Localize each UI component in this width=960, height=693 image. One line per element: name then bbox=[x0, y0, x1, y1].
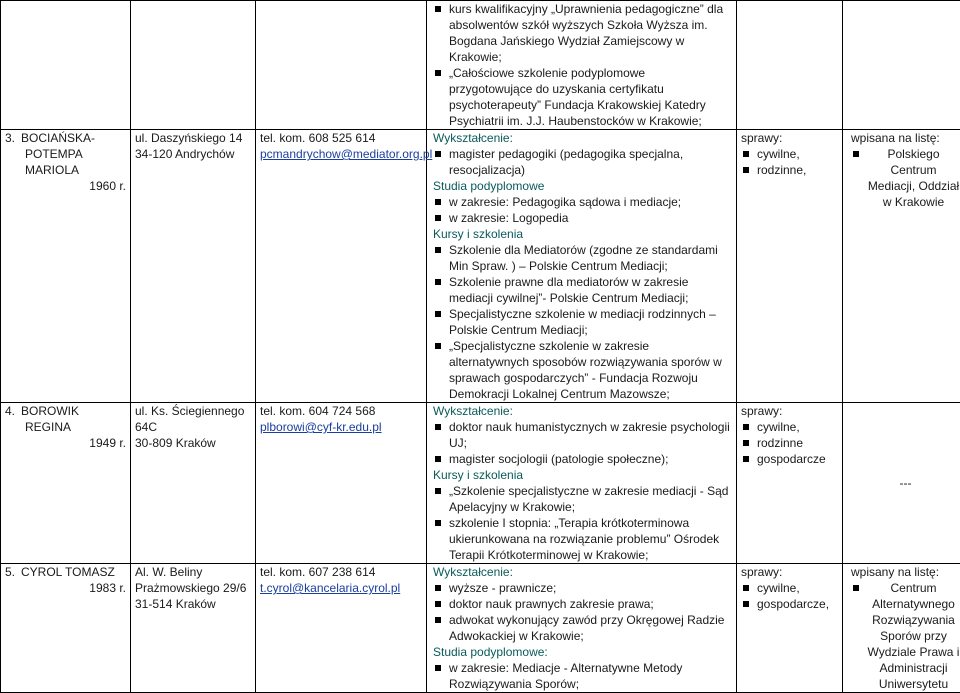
list-item: Szkolenie prawne dla mediatorów w zakresie mediacji cywilnej”- Polskie Centrum Mediacji; bbox=[433, 274, 730, 306]
case-types-heading: sprawy: bbox=[741, 130, 842, 146]
birth-year: 1983 r. bbox=[25, 580, 126, 596]
cell-contact bbox=[256, 564, 427, 693]
cell-empty bbox=[256, 1, 427, 130]
cell-address bbox=[131, 403, 256, 564]
address-line: ul. Daszyńskiego 14 bbox=[135, 130, 255, 146]
cell-listing bbox=[843, 403, 960, 564]
cell-empty bbox=[737, 1, 843, 130]
case-types-heading: sprawy: bbox=[741, 564, 842, 580]
cell-name bbox=[1, 403, 131, 564]
section-heading: Wykształcenie: bbox=[433, 564, 730, 580]
cell-case-types bbox=[737, 564, 843, 693]
section-heading: Kursy i szkolenia bbox=[433, 467, 730, 483]
list-item: cywilne, bbox=[741, 146, 842, 162]
address-line: 30-809 Kraków bbox=[135, 435, 255, 451]
table-row bbox=[1, 403, 960, 564]
list-item: magister pedagogiki (pedagogika specjalna, resocjalizacja) bbox=[433, 146, 730, 178]
section-heading: Studia podyplomowe: bbox=[433, 644, 730, 660]
list-item: cywilne, bbox=[741, 580, 842, 596]
list-item: magister socjologii (patologie społeczne); bbox=[433, 451, 730, 467]
row-number: 5. bbox=[5, 564, 21, 580]
list-item: rodzinne, bbox=[741, 162, 842, 178]
list-item: wyższe - prawnicze; bbox=[433, 580, 730, 596]
cell-contact bbox=[256, 403, 427, 564]
cell-case-types bbox=[737, 130, 843, 403]
list-item: Szkolenie dla Mediatorów (zgodne ze standardami Min Spraw. ) – Polskie Centrum Mediacji; bbox=[433, 242, 730, 274]
phone-number: tel. kom. 604 724 568 bbox=[260, 403, 426, 419]
list-item: doktor nauk prawnych zakresie prawa; bbox=[433, 596, 730, 612]
cell-address bbox=[131, 564, 256, 693]
email-link[interactable]: t.cyrol@kancelaria.cyrol.pl bbox=[260, 580, 426, 596]
table-row-continuation bbox=[1, 1, 960, 130]
cell-listing bbox=[843, 564, 960, 693]
cell-name bbox=[1, 130, 131, 403]
birth-year: 1949 r. bbox=[25, 435, 126, 451]
listing-heading: wpisany na listę: bbox=[851, 564, 960, 580]
list-item: kurs kwalifikacyjny „Uprawnienia pedagogiczne” dla absolwentów szkół wyższych Szkoła Wyższa im. Bogdana Jańskiego Wydział Zamiejscowy w Krakowie; bbox=[433, 1, 730, 65]
email-link[interactable]: plborowi@cyf-kr.edu.pl bbox=[260, 419, 426, 435]
list-item: gospodarcze, bbox=[741, 596, 842, 612]
cell-education bbox=[427, 1, 737, 130]
phone-number: tel. kom. 607 238 614 bbox=[260, 564, 426, 580]
section-heading: Wykształcenie: bbox=[433, 403, 730, 419]
list-item: gospodarcze bbox=[741, 451, 842, 467]
section-heading: Studia podyplomowe bbox=[433, 178, 730, 194]
case-types-heading: sprawy: bbox=[741, 403, 842, 419]
list-item: „Szkolenie specjalistyczne w zakresie mediacji - Sąd Apelacyjny w Krakowie; bbox=[433, 483, 730, 515]
address-line: 31-514 Kraków bbox=[135, 596, 255, 612]
cell-empty bbox=[131, 1, 256, 130]
table-row bbox=[1, 564, 960, 693]
section-heading: Kursy i szkolenia bbox=[433, 226, 730, 242]
address-line: Al. W. Beliny Prażmowskiego 29/6 bbox=[135, 564, 255, 596]
cell-education bbox=[427, 403, 737, 564]
list-item: rodzinne bbox=[741, 435, 842, 451]
email-link[interactable]: pcmandrychow@mediator.org.pl bbox=[260, 146, 426, 162]
list-item: adwokat wykonujący zawód przy Okręgowej Radzie Adwokackiej w Krakowie; bbox=[433, 612, 730, 644]
mediator-name: CYROL TOMASZ bbox=[21, 565, 115, 579]
list-item: w zakresie: Mediacje - Alternatywne Metody Rozwiązywania Sporów; bbox=[433, 660, 730, 692]
list-item: Centrum Alternatywnego Rozwiązywania Sporów przy Wydziale Prawa i Administracji Uniwersytetu bbox=[851, 580, 960, 692]
cell-listing bbox=[843, 130, 960, 403]
row-number: 3. bbox=[5, 130, 21, 146]
list-item: Specjalistyczne szkolenie w mediacji rodzinnych – Polskie Centrum Mediacji; bbox=[433, 306, 730, 338]
table-row bbox=[1, 130, 960, 403]
section-heading: Wykształcenie: bbox=[433, 130, 730, 146]
list-item: w zakresie: Logopedia bbox=[433, 210, 730, 226]
birth-year: 1960 r. bbox=[25, 178, 126, 194]
row-number: 4. bbox=[5, 403, 21, 419]
list-item: Polskiego Centrum Mediacji, Oddział w Krakowie bbox=[851, 146, 960, 210]
cell-case-types bbox=[737, 403, 843, 564]
cell-name bbox=[1, 564, 131, 693]
address-line: ul. Ks. Ściegiennego 64C bbox=[135, 403, 255, 435]
mediator-name: BOCIAŃSKA-POTEMPA MARIOLA bbox=[21, 131, 95, 177]
list-item: szkolenie I stopnia: „Terapia krótkoterminowa ukierunkowana na rozwiązanie problemu” Ośrodek Terapii Krótkoterminowej w Krakowie; bbox=[433, 515, 730, 563]
list-item: „Specjalistyczne szkolenie w zakresie alternatywnych sposobów rozwiązywania sporów w sprawach gospodarczych” - Fundacja Rozwoju Demokracji Lokalnej Centrum Mazowsze; bbox=[433, 338, 730, 402]
cell-address bbox=[131, 130, 256, 403]
cell-empty bbox=[1, 1, 131, 130]
list-item: w zakresie: Pedagogika sądowa i mediacje; bbox=[433, 194, 730, 210]
cell-education bbox=[427, 130, 737, 403]
cell-education bbox=[427, 564, 737, 693]
phone-number: tel. kom. 608 525 614 bbox=[260, 130, 426, 146]
list-item: doktor nauk humanistycznych w zakresie psychologii UJ; bbox=[433, 419, 730, 451]
cell-empty bbox=[843, 1, 960, 130]
list-item: cywilne, bbox=[741, 419, 842, 435]
address-line: 34-120 Andrychów bbox=[135, 146, 255, 162]
list-item: „Całościowe szkolenie podyplomowe przygotowujące do uzyskania certyfikatu psychoterapeuty” Fundacja Krakowskiej Katedry Psychiatrii im. J.J. Haubenstocków w Krakowie; bbox=[433, 65, 730, 129]
mediator-name: BOROWIK REGINA bbox=[21, 404, 79, 434]
cell-contact bbox=[256, 130, 427, 403]
listing-heading: wpisana na listę: bbox=[851, 130, 960, 146]
listing-none: --- bbox=[851, 475, 960, 491]
